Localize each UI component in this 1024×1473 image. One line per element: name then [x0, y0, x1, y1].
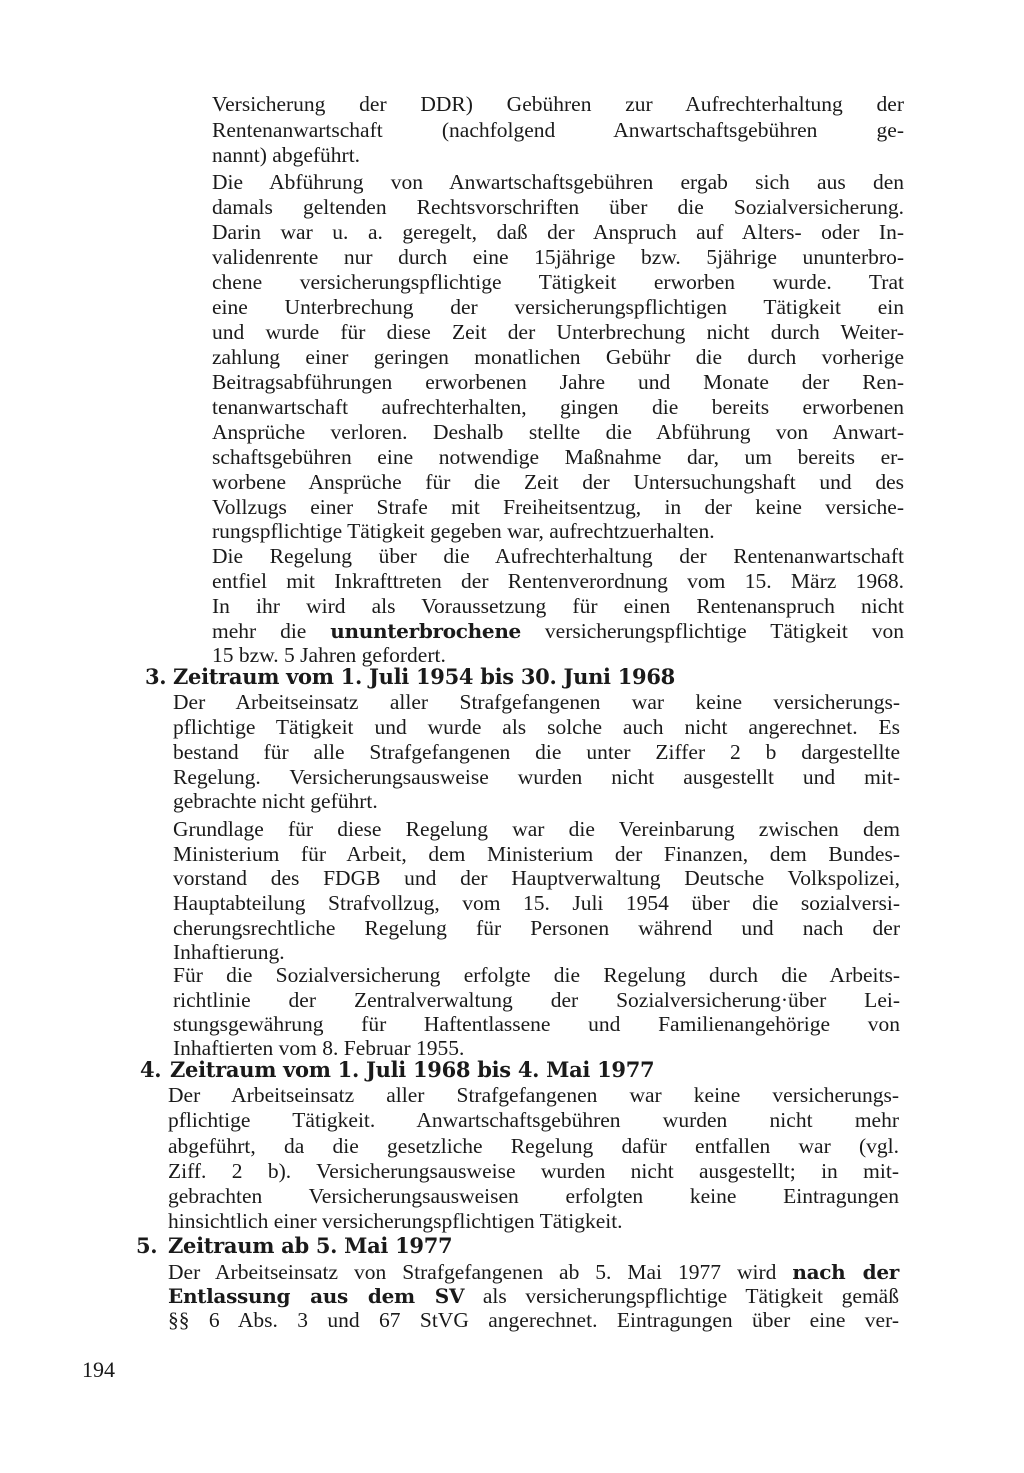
section-heading: Zeitraum ab 5. Mai 1977 [168, 1233, 453, 1258]
text-line: entfiel mit Inkrafttreten der Rentenverordnung vom 15. März 1968. [212, 569, 904, 593]
text-line: cherungsrechtliche Regelung für Personen während und nach der [173, 916, 900, 940]
text-line: richtlinie der Zentralverwaltung der Sozialversicherung·über Lei- [173, 988, 900, 1012]
text-line: Grundlage für diese Regelung war die Vereinbarung zwischen dem [173, 817, 900, 841]
text-line: Inhaftierten vom 8. Februar 1955. [173, 1036, 465, 1060]
text-line: Die Regelung über die Aufrechterhaltung der Rentenanwartschaft [212, 544, 904, 568]
text-line: Der Arbeitseinsatz aller Strafgefangenen war keine versicherungs- [173, 690, 900, 714]
page-number: 194 [82, 1357, 115, 1382]
text-line: Beitragsabführungen erworbenen Jahre und Monate der Ren- [212, 370, 904, 394]
text-line: gebrachten Versicherungsausweisen erfolgten keine Eintragungen [168, 1184, 899, 1208]
text-line: chene versicherungspflichtige Tätigkeit erworben wurde. Trat [212, 270, 904, 294]
text-line: In ihr wird als Voraussetzung für einen Rentenanspruch nicht [212, 594, 904, 618]
bold-emphasis: nach der [792, 1260, 899, 1284]
text-line: Rentenanwartschaft (nachfolgend Anwartschaftsgebühren ge- [212, 118, 904, 142]
text-line: damals geltenden Rechtsvorschriften über die Sozialversicherung. [212, 195, 904, 219]
text-line: Ministerium für Arbeit, dem Ministerium der Finanzen, dem Bundes- [173, 842, 900, 866]
text-line: gebrachte nicht geführt. [173, 789, 378, 813]
section-number: 5. [136, 1233, 158, 1258]
text-line [168, 1260, 899, 1285]
text-line [212, 619, 904, 644]
text-line: Versicherung der DDR) Gebühren zur Aufrechterhaltung der [212, 92, 904, 116]
text-line: Für die Sozialversicherung erfolgte die Regelung durch die Arbeits- [173, 963, 900, 987]
text-run: mehr die [212, 619, 331, 643]
text-line [168, 1284, 899, 1309]
text-line: Vollzugs einer Strafe mit Freiheitsentzug, in der keine versiche- [212, 495, 904, 519]
text-line: Darin war u. a. geregelt, daß der Anspruch auf Alters- oder In- [212, 220, 904, 244]
text-line: tenanwartschaft aufrechterhalten, gingen die bereits erworbenen [212, 395, 904, 419]
text-line: nannt) abgeführt. [212, 143, 361, 167]
text-line: Ziff. 2 b). Versicherungsausweise wurden nicht ausgestellt; in mit- [168, 1159, 899, 1183]
text-line: pflichtige Tätigkeit. Anwartschaftsgebühren wurden nicht mehr [168, 1108, 899, 1132]
text-line: §§ 6 Abs. 3 und 67 StVG angerechnet. Eintragungen über eine ver- [168, 1308, 899, 1332]
text-line: hinsichtlich einer versicherungspflichtigen Tätigkeit. [168, 1209, 623, 1233]
text-run: versicherungspflichtige Tätigkeit von [521, 619, 904, 643]
section-heading: Zeitraum vom 1. Juli 1968 bis 4. Mai 1977 [170, 1057, 655, 1082]
text-run: Der Arbeitseinsatz von Strafgefangenen ab 5. Mai 1977 wird [168, 1260, 793, 1284]
text-line: vorstand des FDGB und der Hauptverwaltung Deutsche Volkspolizei, [173, 866, 900, 890]
text-line: Der Arbeitseinsatz aller Strafgefangenen war keine versicherungs- [168, 1083, 899, 1107]
text-line: eine Unterbrechung der versicherungspflichtigen Tätigkeit ein [212, 295, 904, 319]
text-line: Ansprüche verloren. Deshalb stellte die Abführung von Anwart- [212, 420, 904, 444]
text-line: rungspflichtige Tätigkeit gegeben war, aufrechtzuerhalten. [212, 519, 715, 543]
text-line: Hauptabteilung Strafvollzug, vom 15. Juli 1954 über die sozialversi- [173, 891, 900, 915]
text-line: worbene Ansprüche für die Zeit der Untersuchungshaft und des [212, 470, 904, 494]
text-line: und wurde für diese Zeit der Unterbrechung nicht durch Weiter- [212, 320, 904, 344]
text-line: Regelung. Versicherungsausweise wurden nicht ausgestellt und mit- [173, 765, 900, 789]
bold-emphasis: ununterbrochene [330, 619, 521, 643]
text-line: pflichtige Tätigkeit und wurde als solche auch nicht angerechnet. Es [173, 715, 900, 739]
text-line: schaftsgebühren eine notwendige Maßnahme dar, um bereits er- [212, 445, 904, 469]
text-line: validenrente nur durch eine 15jährige bzw. 5jährige ununterbro- [212, 245, 904, 269]
text-line: 15 bzw. 5 Jahren gefordert. [212, 643, 446, 667]
section-number: 4. [140, 1057, 162, 1082]
text-line: bestand für alle Strafgefangenen die unter Ziffer 2 b dargestellte [173, 740, 900, 764]
text-run: als versicherungspflichtige Tätigkeit gemäß [464, 1284, 899, 1308]
text-line: Inhaftierung. [173, 940, 285, 964]
text-line: Die Abführung von Anwartschaftsgebühren ergab sich aus den [212, 170, 904, 194]
text-line: abgeführt, da die gesetzliche Regelung dafür entfallen war (vgl. [168, 1134, 899, 1158]
text-line: zahlung einer geringen monatlichen Gebühr die durch vorherige [212, 345, 904, 369]
bold-emphasis: Entlassung aus dem SV [168, 1284, 465, 1308]
text-line: stungsgewährung für Haftentlassene und Familienangehörige von [173, 1012, 900, 1036]
section-heading: Zeitraum vom 1. Juli 1954 bis 30. Juni 1968 [173, 664, 675, 689]
section-number: 3. [145, 664, 167, 689]
